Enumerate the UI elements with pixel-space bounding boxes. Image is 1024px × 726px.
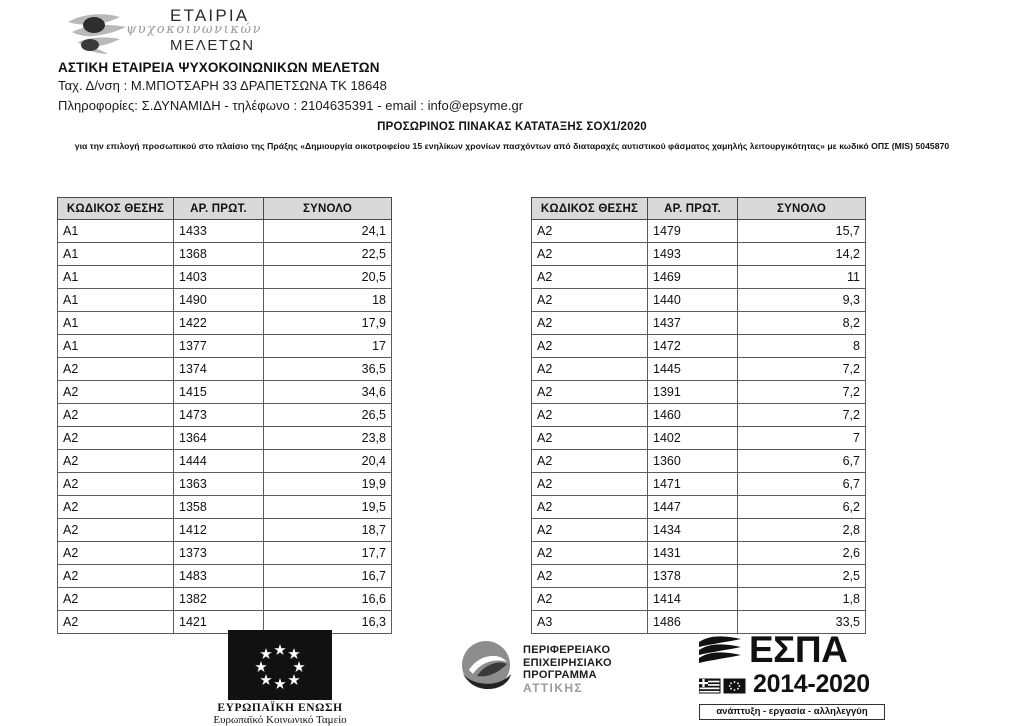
cell-code: Α1 (58, 220, 174, 243)
cell-total: 11 (738, 266, 866, 289)
cell-protocol: 1431 (648, 542, 738, 565)
table-row (58, 519, 392, 542)
logo-line-meleton: ΜΕΛΕΤΩΝ (170, 37, 255, 54)
organization-address: Ταχ. Δ/νση : Μ.ΜΠΟΤΣΑΡΗ 33 ΔΡΑΠΕΤΣΩΝΑ ΤΚ 18648 (58, 78, 387, 93)
cell-total: 1,8 (738, 588, 866, 611)
regional-programme-text (523, 644, 612, 694)
cell-protocol: 1403 (174, 266, 264, 289)
cell-protocol: 1377 (174, 335, 264, 358)
cell-code: Α2 (532, 565, 648, 588)
cell-total: 18 (264, 289, 392, 312)
table-body-left (58, 220, 392, 634)
table-header-row (58, 198, 392, 220)
cell-total: 33,5 (738, 611, 866, 634)
table-row (532, 358, 866, 381)
column-header-code: ΚΩΔΙΚΟΣ ΘΕΣΗΣ (532, 198, 648, 220)
table-row (58, 289, 392, 312)
table-row (58, 496, 392, 519)
cell-protocol: 1391 (648, 381, 738, 404)
table-row (532, 588, 866, 611)
table-row (532, 450, 866, 473)
cell-protocol: 1364 (174, 427, 264, 450)
cell-code: Α2 (58, 381, 174, 404)
cell-total: 18,7 (264, 519, 392, 542)
regional-programme-logo (455, 636, 685, 706)
organization-contact: Πληροφορίες: Σ.ΔΥΝΑΜΙΔΗ - τηλέφωνο : 2104635391 - email : info@epsyme.gr (58, 98, 524, 113)
cell-code: Α2 (532, 404, 648, 427)
eu-stars-circle-icon (228, 630, 332, 700)
cell-protocol: 1433 (174, 220, 264, 243)
table-row (532, 565, 866, 588)
espa-wordmark: ΕΣΠΑ (749, 629, 848, 670)
cell-total: 6,2 (738, 496, 866, 519)
cell-total: 34,6 (264, 381, 392, 404)
cell-total: 7 (738, 427, 866, 450)
cell-protocol: 1360 (648, 450, 738, 473)
cell-protocol: 1373 (174, 542, 264, 565)
table-row (532, 519, 866, 542)
pep-line-programme: ΠΡΟΓΡΑΜΜΑ (523, 669, 597, 681)
cell-code: Α2 (58, 496, 174, 519)
cell-protocol: 1414 (648, 588, 738, 611)
cell-protocol: 1447 (648, 496, 738, 519)
table-head-right (532, 198, 866, 220)
cell-total: 22,5 (264, 243, 392, 266)
cell-code: Α2 (58, 358, 174, 381)
table-row (532, 335, 866, 358)
ranking-table-right (531, 197, 866, 634)
cell-code: Α2 (532, 519, 648, 542)
cell-code: Α1 (58, 243, 174, 266)
cell-total: 17,9 (264, 312, 392, 335)
footer-logos (0, 628, 1024, 726)
table-row (58, 335, 392, 358)
table-row (58, 542, 392, 565)
column-header-protocol: ΑΡ. ΠΡΩΤ. (174, 198, 264, 220)
table-body-right (532, 220, 866, 634)
table-row (532, 427, 866, 450)
cell-code: Α2 (532, 358, 648, 381)
table-row (58, 358, 392, 381)
table-row (58, 266, 392, 289)
cell-code: Α2 (58, 611, 174, 634)
cell-protocol: 1490 (174, 289, 264, 312)
cell-protocol: 1421 (174, 611, 264, 634)
table-row (58, 404, 392, 427)
table-row (58, 312, 392, 335)
cell-total: 19,9 (264, 473, 392, 496)
organization-logo-text (126, 6, 263, 54)
cell-code: Α2 (532, 542, 648, 565)
table-row (532, 381, 866, 404)
table-row (532, 473, 866, 496)
table-row (532, 243, 866, 266)
table-row (532, 496, 866, 519)
table-row (58, 243, 392, 266)
cell-protocol: 1493 (648, 243, 738, 266)
pep-line-attica: ΑΤΤΙΚΗΣ (523, 680, 583, 695)
page-subtitle: για την επιλογή προσωπικού στο πλαίσιο της Πράξης «Δημιουργία οικοτροφείου 15 ενηλίκων χρονίων πασχόντων από διαταραχές αυτιστικού φάσματος χαμηλής λειτουργικότητας» με κωδικό ΟΠΣ (MIS) 5045870 (74, 141, 950, 151)
table-head-left (58, 198, 392, 220)
espa-years: 2014-2020 (753, 670, 870, 698)
espa-waves-icon (697, 636, 743, 668)
cell-protocol: 1479 (648, 220, 738, 243)
cell-code: Α1 (58, 335, 174, 358)
espa-top-row (697, 629, 887, 672)
cell-protocol: 1460 (648, 404, 738, 427)
column-header-total: ΣΥΝΟΛΟ (264, 198, 392, 220)
cell-code: Α2 (532, 381, 648, 404)
table-header-row (532, 198, 866, 220)
table-row (58, 381, 392, 404)
cell-total: 19,5 (264, 496, 392, 519)
cell-protocol: 1437 (648, 312, 738, 335)
table-row (58, 565, 392, 588)
pep-line-operational: ΕΠΙΧΕΙΡΗΣΙΑΚΟ (523, 656, 612, 669)
greece-eu-flags-icon (699, 678, 747, 694)
eu-flag-icon (228, 630, 332, 700)
cell-code: Α1 (58, 312, 174, 335)
espa-tagline: ανάπτυξη - εργασία - αλληλεγγύη (699, 704, 885, 720)
cell-protocol: 1473 (174, 404, 264, 427)
organization-full-name: ΑΣΤΙΚΗ ΕΤΑΙΡΕΙΑ ΨΥΧΟΚΟΙΝΩΝΙΚΩΝ ΜΕΛΕΤΩΝ (58, 60, 380, 75)
cell-protocol: 1444 (174, 450, 264, 473)
cell-code: Α2 (532, 289, 648, 312)
cell-protocol: 1422 (174, 312, 264, 335)
cell-protocol: 1378 (648, 565, 738, 588)
cell-code: Α2 (532, 220, 648, 243)
table-row (58, 220, 392, 243)
cell-code: Α2 (532, 243, 648, 266)
cell-total: 14,2 (738, 243, 866, 266)
cell-total: 6,7 (738, 473, 866, 496)
cell-code: Α2 (532, 496, 648, 519)
page-title: ΠΡΟΣΩΡΙΝΟΣ ΠΙΝΑΚΑΣ ΚΑΤΑΤΑΞΗΣ ΣΟΧ1/2020 (377, 121, 647, 133)
cell-protocol: 1374 (174, 358, 264, 381)
cell-total: 7,2 (738, 404, 866, 427)
cell-code: Α2 (532, 427, 648, 450)
cell-total: 36,5 (264, 358, 392, 381)
european-union-logo (182, 630, 378, 726)
cell-total: 20,5 (264, 266, 392, 289)
cell-code: Α2 (58, 542, 174, 565)
cell-total: 17 (264, 335, 392, 358)
cell-protocol: 1469 (648, 266, 738, 289)
cell-code: Α1 (58, 266, 174, 289)
cell-protocol: 1415 (174, 381, 264, 404)
cell-code: Α3 (532, 611, 648, 634)
cell-total: 23,8 (264, 427, 392, 450)
cell-protocol: 1434 (648, 519, 738, 542)
cell-protocol: 1368 (174, 243, 264, 266)
cell-code: Α2 (58, 404, 174, 427)
cell-code: Α2 (58, 565, 174, 588)
table-row (532, 312, 866, 335)
table-row (58, 473, 392, 496)
cell-protocol: 1358 (174, 496, 264, 519)
cell-protocol: 1472 (648, 335, 738, 358)
cell-code: Α2 (58, 427, 174, 450)
cell-total: 6,7 (738, 450, 866, 473)
cell-code: Α2 (532, 473, 648, 496)
cell-code: Α2 (58, 588, 174, 611)
ranking-table-left (57, 197, 392, 634)
cell-total: 16,7 (264, 565, 392, 588)
table-row (532, 220, 866, 243)
table-row (58, 450, 392, 473)
logo-line-psychokoinonikon: ψυχοκοινωνικών (126, 22, 263, 37)
cell-total: 2,8 (738, 519, 866, 542)
cell-total: 15,7 (738, 220, 866, 243)
cell-total: 26,5 (264, 404, 392, 427)
cell-total: 2,5 (738, 565, 866, 588)
cell-protocol: 1471 (648, 473, 738, 496)
cell-total: 16,3 (264, 611, 392, 634)
cell-code: Α2 (58, 450, 174, 473)
cell-protocol: 1412 (174, 519, 264, 542)
cell-total: 17,7 (264, 542, 392, 565)
cell-code: Α1 (58, 289, 174, 312)
cell-protocol: 1486 (648, 611, 738, 634)
cell-protocol: 1445 (648, 358, 738, 381)
cell-code: Α2 (58, 519, 174, 542)
cell-total: 8 (738, 335, 866, 358)
cell-protocol: 1483 (174, 565, 264, 588)
cell-total: 7,2 (738, 381, 866, 404)
table-row (532, 404, 866, 427)
cell-total: 24,1 (264, 220, 392, 243)
column-header-total: ΣΥΝΟΛΟ (738, 198, 866, 220)
cell-total: 2,6 (738, 542, 866, 565)
espa-logo (697, 629, 887, 718)
cell-protocol: 1382 (174, 588, 264, 611)
eu-caption-union: ΕΥΡΩΠΑΪΚΗ ΕΝΩΣΗ (217, 702, 343, 714)
cell-protocol: 1440 (648, 289, 738, 312)
cell-total: 16,6 (264, 588, 392, 611)
pep-line-regional: ΠΕΡΙΦΕΡΕΙΑΚΟ (523, 644, 611, 656)
table-row (58, 427, 392, 450)
cell-total: 9,3 (738, 289, 866, 312)
cell-total: 20,4 (264, 450, 392, 473)
cell-code: Α2 (58, 473, 174, 496)
cell-code: Α2 (532, 266, 648, 289)
table-row (58, 588, 392, 611)
cell-total: 7,2 (738, 358, 866, 381)
table-row (532, 266, 866, 289)
cell-total: 8,2 (738, 312, 866, 335)
espa-mid-row (697, 672, 887, 702)
cell-code: Α2 (532, 335, 648, 358)
letterhead (58, 6, 678, 113)
attica-swirl-icon (455, 640, 517, 698)
organization-logo-row (58, 6, 678, 58)
cell-protocol: 1363 (174, 473, 264, 496)
cell-code: Α2 (532, 588, 648, 611)
column-header-code: ΚΩΔΙΚΟΣ ΘΕΣΗΣ (58, 198, 174, 220)
cell-code: Α2 (532, 312, 648, 335)
table-row (532, 542, 866, 565)
column-header-protocol: ΑΡ. ΠΡΩΤ. (648, 198, 738, 220)
cell-code: Α2 (532, 450, 648, 473)
logo-line-etairia: ΕΤΑΙΡΙΑ (170, 6, 250, 25)
cell-protocol: 1402 (648, 427, 738, 450)
eu-caption-social-fund: Ευρωπαϊκό Κοινωνικό Ταμείο (213, 714, 347, 726)
table-row (532, 289, 866, 312)
